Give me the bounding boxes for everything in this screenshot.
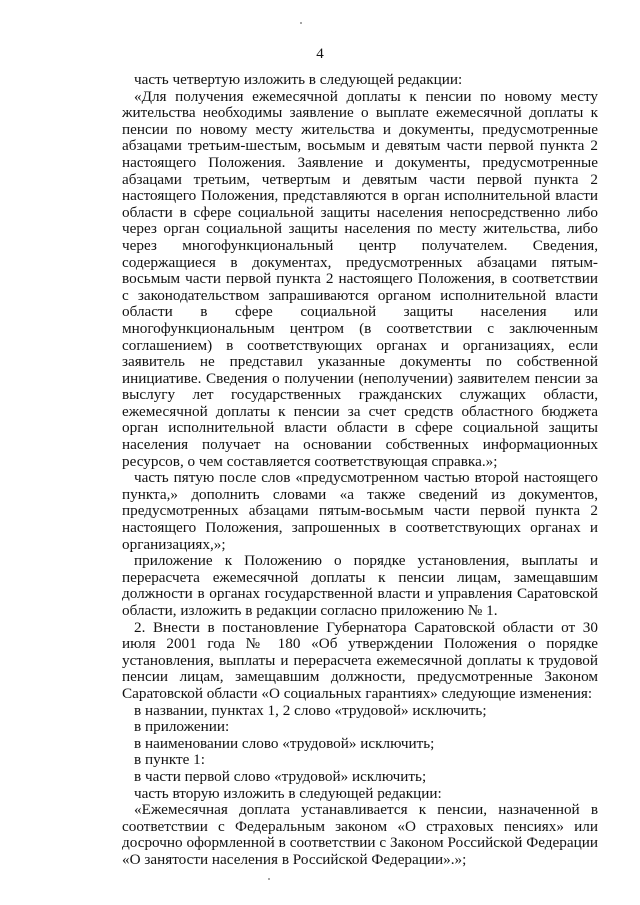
paragraph: «Для получения ежемесячной доплаты к пенсии по новому месту жительства необходимы заявление о выплате ежемесячной доплаты к пенсии по новому месту жительства и документы, предусмотренные абзацами третьим-шестым, восьмым и девятым части первой пункта 2 настоящего Положения. Заявление и документы, предусмотренные абзацами третьим, четвертым и девятым части первой пункта 2 настоящего Положения, представляются в орган исполнительной власти области в сфере социальной защиты населения непосредственно либо через орган социальной защиты населения по месту жительства, либо через многофункциональный центр получателем. Сведения, содержащиеся в документах, предусмотренных абзацами пятым-восьмым части первой пункта 2 настоящего Положения, в соответствии с законодательством запрашиваются органом исполнительной власти области в сфере социальной защиты населения или многофункциональным центром (в соответствии с заключенным соглашением) в соответствующих органах и организациях, если заявитель не представил указанные документы по собственной инициативе. Сведения о получении (неполучении) заявителем пенсии за выслугу лет государственных гражданских служащих области, ежемесячной доплаты к пенсии за счет средств областного бюджета орган исполнительной власти области в сфере социальной защиты населения получает на основании собственных информационных ресурсов, о чем составляется соответствующая справка.»; [122, 87, 598, 470]
paragraph: приложение к Положению о порядке установления, выплаты и перерасчета ежемесячной доплаты к пенсии лицам, замещавшим должности в органах государственной власти и управления Саратовской области, изложить в редакции согласно приложению № 1. [122, 552, 598, 619]
document-body [122, 72, 598, 869]
paragraph: в наименовании слово «трудовой» исключить; [134, 734, 435, 752]
scan-speck [268, 878, 270, 880]
paragraph: часть вторую изложить в следующей редакции: [134, 784, 442, 802]
paragraph: в названии, пунктах 1, 2 слово «трудовой» исключить; [134, 701, 487, 719]
paragraph: часть пятую после слов «предусмотренном частью второй настоящего пункта,» дополнить словами «а также сведений из документов, предусмотренных абзацами пятым-восьмым части первой пункта 2 настоящего Положения, запрошенных в соответствующих органах и организациях,»; [122, 469, 598, 553]
page-number: 4 [316, 46, 324, 62]
paragraph: в части первой слово «трудовой» исключить; [134, 767, 427, 785]
paragraph: в приложении: [134, 718, 230, 736]
paragraph: «Ежемесячная доплата устанавливается к пенсии, назначенной в соответствии с Федеральным законом «О страховых пенсиях» или досрочно оформленной в соответствии с Законом Российской Федерации «О занятости населения в Российской Федерации».»; [122, 801, 598, 868]
paragraph: часть четвертую изложить в следующей редакции: [134, 71, 463, 88]
scan-speck [300, 22, 302, 24]
paragraph: в пункте 1: [134, 751, 205, 769]
paragraph: 2. Внести в постановление Губернатора Саратовской области от 30 июля 2001 года № 180 «Об утверждении Положения о порядке установления, выплаты и перерасчета ежемесячной доплаты к трудовой пенсии лицам, замещавшим должности, предусмотренные Законом Саратовской области «О социальных гарантиях» следующие изменения: [122, 618, 598, 702]
